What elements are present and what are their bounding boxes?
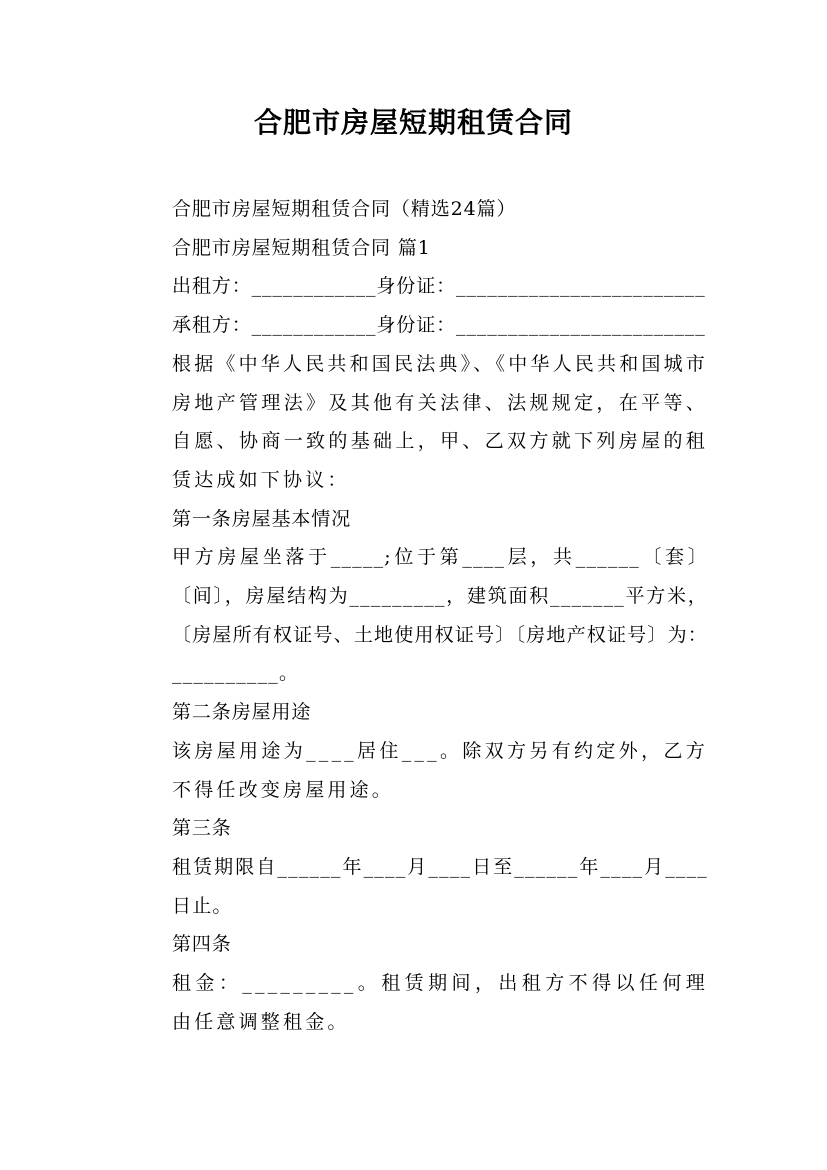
- lessor-line: 出租方：____________身份证：________________________: [172, 275, 706, 298]
- article-4-paragraph: 租金：_________。租赁期间，出租方不得以任何理由任意调整租金。: [172, 972, 708, 1033]
- article-1-paragraph: 甲方房屋坐落于_____;位于第____层，共______〔套〕〔间〕，房屋结构为_________，建筑面积_______平方米，〔房屋所有权证号、土地使用权证号〕〔房地产权证号〕为：__________。: [172, 546, 708, 685]
- article-3-paragraph: 租赁期限自______年____月____日至______年____月____日止。: [172, 855, 708, 917]
- article-2-heading: 第二条房屋用途: [172, 701, 312, 724]
- lessee-line: 承租方：____________身份证：________________________: [172, 314, 706, 337]
- article-4-heading: 第四条: [172, 933, 232, 956]
- document-body: [124, 190, 708, 1041]
- article-2-paragraph: 该房屋用途为____居住___。除双方另有约定外，乙方不得任改变房屋用途。: [172, 739, 708, 801]
- document-title: 合肥市房屋短期租赁合同: [253, 106, 573, 139]
- article-3-heading: 第三条: [172, 817, 232, 840]
- preamble-paragraph: 根据《中华人民共和国民法典》、《中华人民共和国城市房地产管理法》及其他有关法律、法规规定，在平等、自愿、协商一致的基础上，甲、乙双方就下列房屋的租赁达成如下协议：: [172, 352, 709, 491]
- section-heading: 合肥市房屋短期租赁合同 篇1: [172, 236, 431, 259]
- article-1-heading: 第一条房屋基本情况: [172, 507, 352, 530]
- subtitle-paragraph: 合肥市房屋短期租赁合同（精选24篇）: [172, 198, 517, 220]
